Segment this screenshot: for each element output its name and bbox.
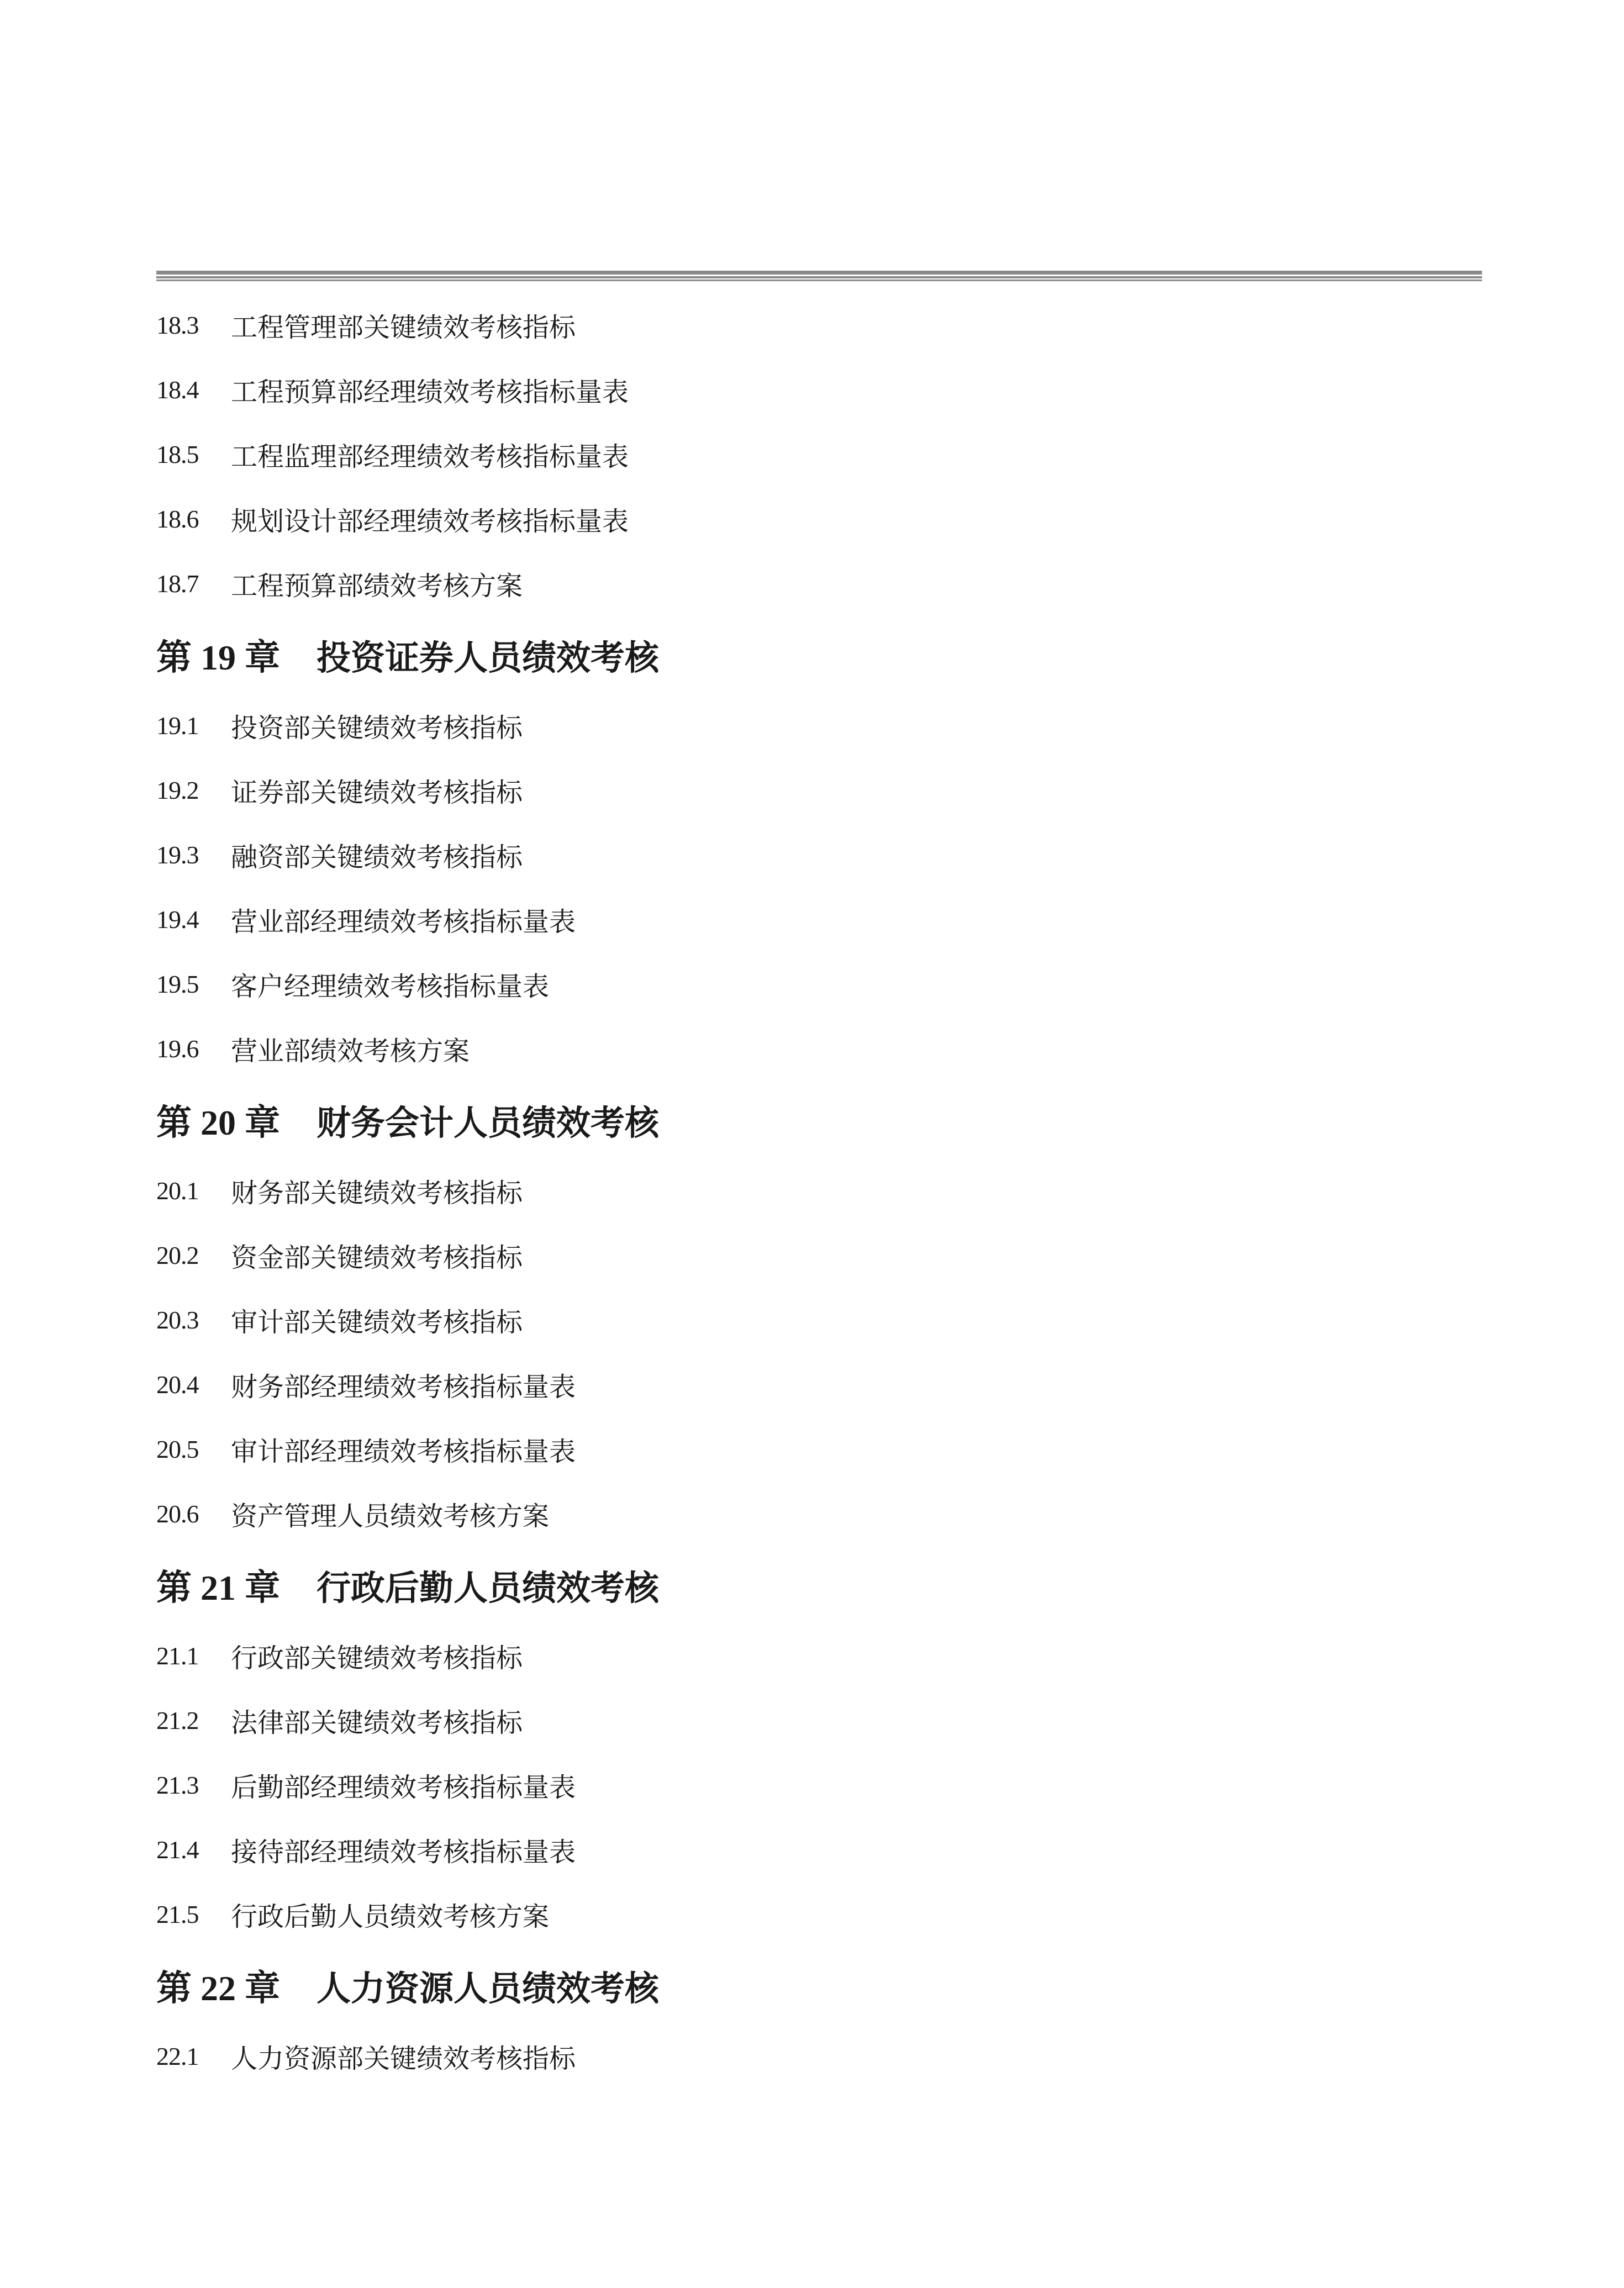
toc-entry[interactable] — [156, 1158, 1482, 1223]
section-title: 工程监理部经理绩效考核指标量表 — [231, 441, 629, 472]
section-title: 工程预算部经理绩效考核指标量表 — [231, 377, 629, 408]
toc-entry[interactable] — [156, 2024, 1482, 2089]
toc-entry[interactable] — [156, 1482, 1482, 1546]
chapter-number: 第 19 章 — [156, 638, 280, 677]
toc-entry[interactable] — [156, 823, 1482, 887]
section-title: 后勤部经理绩效考核指标量表 — [231, 1772, 576, 1803]
toc-entry[interactable] — [156, 1688, 1482, 1753]
toc-entry[interactable] — [156, 1016, 1482, 1081]
section-title: 融资部关键绩效考核指标 — [231, 842, 523, 873]
toc-entry[interactable] — [156, 758, 1482, 823]
toc-entry[interactable] — [156, 887, 1482, 952]
toc-entry[interactable] — [156, 1288, 1482, 1352]
toc-entry[interactable] — [156, 693, 1482, 758]
section-number: 19.3 — [156, 841, 199, 869]
toc-entry[interactable] — [156, 1623, 1482, 1688]
chapter-heading[interactable] — [156, 1081, 1482, 1158]
section-title: 工程预算部绩效考核方案 — [231, 571, 523, 602]
section-title: 人力资源部关键绩效考核指标 — [231, 2043, 576, 2074]
section-title: 资金部关键绩效考核指标 — [231, 1242, 523, 1273]
toc-entry[interactable] — [156, 1817, 1482, 1882]
toc-entry[interactable] — [156, 1753, 1482, 1817]
section-title: 客户经理绩效考核指标量表 — [231, 971, 550, 1002]
header-rule-line — [156, 271, 1482, 275]
chapter-number: 第 20 章 — [156, 1103, 280, 1142]
section-number: 22.1 — [156, 2042, 199, 2070]
section-number: 20.6 — [156, 1500, 199, 1528]
section-title: 营业部绩效考核方案 — [231, 1036, 470, 1067]
section-number: 18.5 — [156, 440, 199, 468]
chapter-title: 行政后勤人员绩效考核 — [317, 1567, 660, 1608]
section-title: 行政后勤人员绩效考核方案 — [231, 1901, 550, 1932]
section-number: 20.3 — [156, 1306, 199, 1334]
section-number: 18.7 — [156, 570, 199, 598]
section-number: 18.3 — [156, 311, 199, 339]
section-number: 21.4 — [156, 1836, 199, 1864]
table-of-contents — [156, 293, 1482, 2089]
chapter-number: 第 21 章 — [156, 1568, 280, 1607]
section-title: 营业部经理绩效考核指标量表 — [231, 906, 576, 937]
toc-entry[interactable] — [156, 1352, 1482, 1417]
section-number: 21.2 — [156, 1706, 199, 1735]
section-title: 行政部关键绩效考核指标 — [231, 1643, 523, 1674]
section-number: 20.4 — [156, 1370, 199, 1399]
chapter-title: 投资证券人员绩效考核 — [317, 637, 660, 678]
section-title: 财务部经理绩效考核指标量表 — [231, 1372, 576, 1403]
toc-entry[interactable] — [156, 1882, 1482, 1947]
toc-entry[interactable] — [156, 952, 1482, 1016]
chapter-title: 财务会计人员绩效考核 — [317, 1102, 660, 1143]
chapter-number: 第 22 章 — [156, 1969, 280, 2008]
header-rule-line — [156, 276, 1482, 278]
section-title: 规划设计部经理绩效考核指标量表 — [231, 506, 629, 537]
toc-entry[interactable] — [156, 293, 1482, 357]
section-number: 19.2 — [156, 776, 199, 804]
chapter-heading[interactable] — [156, 1947, 1482, 2024]
toc-entry[interactable] — [156, 1223, 1482, 1288]
toc-entry[interactable] — [156, 1417, 1482, 1482]
section-title: 投资部关键绩效考核指标 — [231, 713, 523, 744]
header-rule-line — [156, 280, 1482, 281]
section-number: 18.6 — [156, 505, 199, 533]
toc-entry[interactable] — [156, 357, 1482, 422]
section-number: 19.1 — [156, 711, 199, 740]
section-title: 审计部经理绩效考核指标量表 — [231, 1436, 576, 1467]
section-title: 接待部经理绩效考核指标量表 — [231, 1837, 576, 1868]
header-rule — [156, 271, 1482, 282]
section-title: 财务部关键绩效考核指标 — [231, 1178, 523, 1209]
section-title: 审计部关键绩效考核指标 — [231, 1307, 523, 1338]
toc-entry[interactable] — [156, 551, 1482, 616]
section-number: 20.1 — [156, 1177, 199, 1205]
section-number: 21.5 — [156, 1900, 199, 1928]
toc-entry[interactable] — [156, 422, 1482, 487]
section-number: 19.4 — [156, 905, 199, 934]
section-number: 19.6 — [156, 1035, 199, 1063]
section-number: 20.5 — [156, 1435, 199, 1463]
section-number: 20.2 — [156, 1241, 199, 1269]
section-title: 工程管理部关键绩效考核指标 — [231, 312, 576, 343]
section-title: 证券部关键绩效考核指标 — [231, 777, 523, 808]
chapter-title: 人力资源人员绩效考核 — [317, 1968, 660, 2008]
toc-entry[interactable] — [156, 487, 1482, 551]
section-number: 21.3 — [156, 1771, 199, 1799]
section-number: 18.4 — [156, 376, 199, 404]
section-number: 21.1 — [156, 1642, 199, 1670]
section-number: 19.5 — [156, 970, 199, 998]
section-title: 资产管理人员绩效考核方案 — [231, 1501, 550, 1532]
section-title: 法律部关键绩效考核指标 — [231, 1707, 523, 1738]
chapter-heading[interactable] — [156, 616, 1482, 693]
chapter-heading[interactable] — [156, 1546, 1482, 1623]
